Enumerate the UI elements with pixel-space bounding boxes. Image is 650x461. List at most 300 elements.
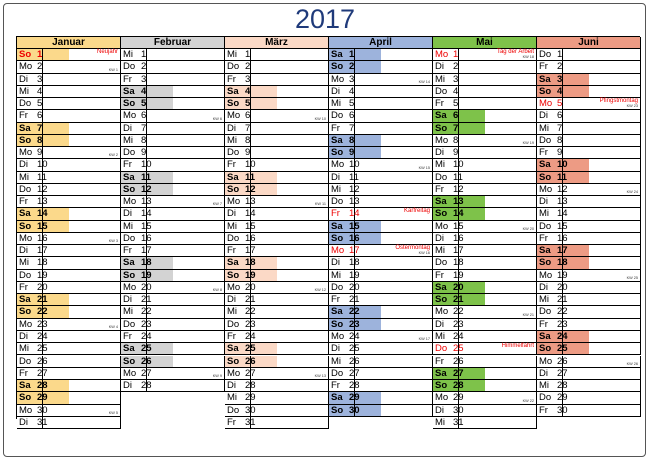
day-row[interactable] <box>17 98 121 110</box>
day-row[interactable] <box>17 306 121 318</box>
month-header: April <box>329 37 433 49</box>
day-number: 21 <box>141 294 152 306</box>
day-row[interactable] <box>17 184 121 196</box>
day-row[interactable] <box>537 110 641 122</box>
day-row[interactable] <box>121 208 225 220</box>
weekday-label: Do <box>435 171 448 183</box>
day-row[interactable] <box>537 123 641 135</box>
day-row[interactable] <box>17 356 121 368</box>
day-row[interactable] <box>121 159 225 171</box>
day-number: 30 <box>453 404 464 416</box>
day-row[interactable] <box>433 135 537 147</box>
day-row[interactable] <box>329 343 433 355</box>
weekday-label: Fr <box>539 61 548 73</box>
day-number: 3 <box>349 73 355 85</box>
day-number: 5 <box>141 98 147 110</box>
day-row[interactable] <box>537 172 641 184</box>
day-row[interactable] <box>225 86 329 98</box>
day-row[interactable] <box>17 159 121 171</box>
day-row[interactable] <box>433 233 537 245</box>
day-row[interactable] <box>225 319 329 331</box>
day-row[interactable] <box>433 306 537 318</box>
day-row[interactable] <box>17 74 121 86</box>
weekday-label: Mo <box>435 220 449 232</box>
day-row[interactable] <box>225 74 329 86</box>
day-row[interactable] <box>329 282 433 294</box>
day-row[interactable] <box>537 331 641 343</box>
day-row[interactable] <box>537 257 641 269</box>
day-row[interactable] <box>121 147 225 159</box>
weekday-label: So <box>227 355 240 367</box>
day-row[interactable] <box>225 405 329 417</box>
day-number: 21 <box>349 294 360 306</box>
day-number: 2 <box>453 61 459 73</box>
day-row[interactable] <box>121 294 225 306</box>
day-number: 13 <box>349 196 360 208</box>
day-row[interactable] <box>329 147 433 159</box>
weekday-label: Do <box>123 318 136 330</box>
day-row[interactable] <box>329 257 433 269</box>
day-row[interactable] <box>225 159 329 171</box>
day-row[interactable] <box>225 417 329 429</box>
day-number: 21 <box>453 294 464 306</box>
weekday-label: Mi <box>19 343 30 355</box>
day-row[interactable] <box>17 86 121 98</box>
day-number: 2 <box>245 61 251 73</box>
week-number: KW 26 <box>626 361 638 366</box>
month-column <box>225 37 329 428</box>
day-row[interactable] <box>433 405 537 417</box>
day-row[interactable] <box>225 184 329 196</box>
day-row[interactable] <box>433 417 537 429</box>
day-row[interactable] <box>17 49 121 61</box>
day-number: 6 <box>141 110 147 122</box>
weekday-label: Do <box>539 220 552 232</box>
day-row[interactable] <box>225 196 329 208</box>
day-row[interactable] <box>17 282 121 294</box>
weekday-label: Mo <box>227 281 241 293</box>
day-row[interactable] <box>537 356 641 368</box>
day-row[interactable] <box>433 184 537 196</box>
day-row[interactable] <box>537 368 641 380</box>
day-row[interactable] <box>329 208 433 220</box>
weekday-label: Mi <box>539 380 550 392</box>
day-row[interactable] <box>121 49 225 61</box>
day-number: 17 <box>245 245 256 257</box>
day-number: 20 <box>37 281 48 293</box>
weekday-label: Fr <box>123 330 132 342</box>
weekday-label: Di <box>435 232 444 244</box>
day-row[interactable] <box>329 245 433 257</box>
day-row[interactable] <box>537 319 641 331</box>
day-number: 6 <box>37 110 43 122</box>
weekday-label: So <box>539 85 552 97</box>
day-row[interactable] <box>329 392 433 404</box>
day-row[interactable] <box>537 294 641 306</box>
day-row[interactable] <box>537 196 641 208</box>
day-number: 23 <box>349 318 360 330</box>
day-row[interactable] <box>329 74 433 86</box>
day-row[interactable] <box>433 98 537 110</box>
day-row[interactable] <box>121 380 225 392</box>
day-number: 26 <box>245 355 256 367</box>
day-row[interactable] <box>121 343 225 355</box>
day-row[interactable] <box>225 343 329 355</box>
day-row[interactable] <box>121 86 225 98</box>
day-row[interactable] <box>433 392 537 404</box>
day-row[interactable] <box>17 147 121 159</box>
weekday-label: Fr <box>227 73 236 85</box>
day-row[interactable] <box>17 135 121 147</box>
weekday-label: Do <box>331 281 344 293</box>
day-row[interactable] <box>537 61 641 73</box>
day-row[interactable] <box>433 49 537 61</box>
day-row[interactable] <box>17 368 121 380</box>
day-number: 2 <box>141 61 147 73</box>
day-number: 29 <box>245 392 256 404</box>
day-row[interactable] <box>329 61 433 73</box>
day-row[interactable] <box>17 270 121 282</box>
weekday-label: Fr <box>123 73 132 85</box>
weekday-label: Mo <box>331 159 345 171</box>
day-row[interactable] <box>121 184 225 196</box>
day-number: 18 <box>349 257 360 269</box>
day-row[interactable] <box>537 245 641 257</box>
day-row[interactable] <box>225 221 329 233</box>
day-row[interactable] <box>537 184 641 196</box>
day-row[interactable] <box>329 135 433 147</box>
day-row[interactable] <box>17 196 121 208</box>
day-number: 7 <box>453 122 459 134</box>
day-row[interactable] <box>329 380 433 392</box>
day-row[interactable] <box>433 380 537 392</box>
day-number: 11 <box>453 171 463 183</box>
day-row[interactable] <box>225 306 329 318</box>
day-row[interactable] <box>121 172 225 184</box>
weekday-label: Mo <box>539 269 553 281</box>
month-header: Januar <box>17 37 121 49</box>
day-row[interactable] <box>225 49 329 61</box>
day-row[interactable] <box>537 282 641 294</box>
day-row[interactable] <box>537 270 641 282</box>
day-row[interactable] <box>17 61 121 73</box>
day-row[interactable] <box>17 123 121 135</box>
week-number: KW 19 <box>522 141 534 146</box>
day-row[interactable] <box>329 331 433 343</box>
day-row[interactable] <box>121 98 225 110</box>
weekday-label: Mo <box>227 367 241 379</box>
day-number: 16 <box>453 232 464 244</box>
weekend-shade <box>459 110 485 121</box>
day-row[interactable] <box>537 306 641 318</box>
weekday-label: So <box>435 380 448 392</box>
week-number: KW 3 <box>108 239 118 244</box>
weekday-label: Mi <box>19 257 30 269</box>
day-row[interactable] <box>433 270 537 282</box>
weekend-shade <box>43 123 69 134</box>
weekday-label: So <box>331 232 344 244</box>
day-row[interactable] <box>537 147 641 159</box>
weekday-label: Mi <box>227 49 238 60</box>
weekday-label: Do <box>227 318 240 330</box>
weekday-label: So <box>19 49 32 60</box>
day-row[interactable] <box>121 282 225 294</box>
weekday-label: Mi <box>435 330 446 342</box>
day-row[interactable] <box>225 368 329 380</box>
week-number: KW 13 <box>314 374 326 378</box>
weekday-label: Di <box>435 318 444 330</box>
day-row[interactable] <box>121 356 225 368</box>
day-number: 3 <box>37 73 43 85</box>
day-row[interactable] <box>225 356 329 368</box>
day-row[interactable] <box>433 343 537 355</box>
day-number: 28 <box>349 380 360 392</box>
day-row[interactable] <box>329 110 433 122</box>
day-row[interactable] <box>433 257 537 269</box>
day-row[interactable] <box>17 221 121 233</box>
day-row[interactable] <box>537 343 641 355</box>
day-row[interactable] <box>225 208 329 220</box>
day-row[interactable] <box>225 245 329 257</box>
weekday-label: Sa <box>227 171 239 183</box>
day-row[interactable] <box>17 380 121 392</box>
day-row[interactable] <box>225 380 329 392</box>
day-number: 27 <box>453 367 464 379</box>
day-number: 29 <box>453 392 464 404</box>
day-row[interactable] <box>433 196 537 208</box>
day-row[interactable] <box>537 208 641 220</box>
day-row[interactable] <box>329 270 433 282</box>
day-row[interactable] <box>225 98 329 110</box>
weekday-label: Fr <box>227 159 236 171</box>
weekday-label: So <box>123 183 136 195</box>
day-row[interactable] <box>225 61 329 73</box>
day-row[interactable] <box>433 221 537 233</box>
day-row[interactable] <box>537 221 641 233</box>
day-number: 15 <box>37 220 48 232</box>
month-header: März <box>225 37 329 49</box>
day-row[interactable] <box>225 233 329 245</box>
day-number: 23 <box>37 318 48 330</box>
day-row[interactable] <box>329 86 433 98</box>
day-row[interactable] <box>433 208 537 220</box>
day-number: 25 <box>453 343 464 355</box>
weekday-label: Sa <box>19 380 31 392</box>
weekday-label: Mi <box>331 98 342 110</box>
day-row[interactable] <box>121 257 225 269</box>
day-row[interactable] <box>121 61 225 73</box>
day-row[interactable] <box>17 245 121 257</box>
day-row[interactable] <box>433 294 537 306</box>
weekday-label: Sa <box>123 343 135 355</box>
weekday-label: Mo <box>539 355 553 367</box>
day-row[interactable] <box>329 356 433 368</box>
weekday-label: Sa <box>331 392 343 404</box>
day-row[interactable] <box>17 294 121 306</box>
week-number: KW 25 <box>626 275 638 280</box>
day-number: 21 <box>557 294 568 306</box>
day-row[interactable] <box>329 233 433 245</box>
day-row[interactable] <box>329 294 433 306</box>
day-row[interactable] <box>17 343 121 355</box>
day-row[interactable] <box>17 233 121 245</box>
day-row[interactable] <box>121 74 225 86</box>
day-number: 10 <box>37 159 48 171</box>
day-row[interactable] <box>225 294 329 306</box>
day-row[interactable] <box>121 245 225 257</box>
day-row[interactable] <box>225 270 329 282</box>
day-row[interactable] <box>121 196 225 208</box>
day-row[interactable] <box>433 319 537 331</box>
weekday-label: Sa <box>123 171 135 183</box>
day-row[interactable] <box>121 319 225 331</box>
day-row[interactable] <box>17 257 121 269</box>
day-row[interactable] <box>537 380 641 392</box>
day-row[interactable] <box>121 135 225 147</box>
day-row[interactable] <box>121 270 225 282</box>
day-row[interactable] <box>537 405 641 417</box>
weekday-label: Mo <box>19 232 33 244</box>
weekday-label: So <box>19 134 32 146</box>
day-row[interactable] <box>433 282 537 294</box>
day-row[interactable] <box>433 172 537 184</box>
day-row[interactable] <box>121 110 225 122</box>
weekday-label: Do <box>19 183 32 195</box>
day-row[interactable] <box>225 123 329 135</box>
day-row[interactable] <box>329 306 433 318</box>
day-number: 25 <box>557 343 568 355</box>
day-row[interactable] <box>537 135 641 147</box>
day-number: 7 <box>37 122 43 134</box>
day-number: 16 <box>37 232 48 244</box>
day-number: 27 <box>349 367 360 379</box>
day-row[interactable] <box>433 110 537 122</box>
day-row[interactable] <box>225 135 329 147</box>
day-row[interactable] <box>329 319 433 331</box>
day-row[interactable] <box>225 172 329 184</box>
day-number: 29 <box>349 392 360 404</box>
day-row[interactable] <box>433 61 537 73</box>
day-row[interactable] <box>121 123 225 135</box>
day-number: 31 <box>453 416 464 428</box>
holiday-label: Ostermontag <box>395 245 430 252</box>
day-row[interactable] <box>433 159 537 171</box>
day-number: 23 <box>245 318 256 330</box>
day-row[interactable] <box>17 208 121 220</box>
day-row[interactable] <box>17 405 121 417</box>
day-row[interactable] <box>17 319 121 331</box>
day-row[interactable] <box>433 74 537 86</box>
weekday-label: Mo <box>227 196 241 208</box>
day-row[interactable] <box>537 49 641 61</box>
weekday-label: Di <box>19 330 28 342</box>
weekday-label: Sa <box>435 281 447 293</box>
day-row[interactable] <box>121 233 225 245</box>
day-row[interactable] <box>329 368 433 380</box>
day-row[interactable] <box>225 110 329 122</box>
day-row[interactable] <box>329 221 433 233</box>
day-row[interactable] <box>537 86 641 98</box>
week-number: KW 15 <box>418 165 430 170</box>
day-row[interactable] <box>121 331 225 343</box>
day-number: 15 <box>141 220 152 232</box>
weekday-label: Do <box>227 61 240 73</box>
day-row[interactable] <box>225 257 329 269</box>
day-row[interactable] <box>225 392 329 404</box>
weekday-label: Sa <box>331 306 343 318</box>
day-number: 23 <box>453 318 464 330</box>
day-row[interactable] <box>329 172 433 184</box>
day-number: 13 <box>557 196 568 208</box>
month-header: Mai <box>433 37 537 49</box>
weekday-label: So <box>227 98 240 110</box>
day-row[interactable] <box>121 306 225 318</box>
day-number: 13 <box>37 196 48 208</box>
weekend-shade <box>147 98 173 109</box>
day-row[interactable] <box>121 221 225 233</box>
day-number: 19 <box>37 269 48 281</box>
day-row[interactable] <box>329 196 433 208</box>
day-number: 15 <box>349 220 360 232</box>
day-row[interactable] <box>433 147 537 159</box>
day-row[interactable] <box>17 172 121 184</box>
weekday-label: So <box>331 61 344 73</box>
day-row[interactable] <box>329 49 433 61</box>
weekday-label: So <box>435 208 448 220</box>
day-row[interactable] <box>537 74 641 86</box>
weekday-label: Do <box>331 196 344 208</box>
weekday-label: Mo <box>123 110 137 122</box>
day-row[interactable] <box>121 368 225 380</box>
weekday-label: Di <box>227 208 236 220</box>
day-number: 1 <box>557 49 563 60</box>
day-row[interactable] <box>329 123 433 135</box>
day-number: 8 <box>141 134 147 146</box>
day-row[interactable] <box>225 147 329 159</box>
day-row[interactable] <box>17 331 121 343</box>
day-row[interactable] <box>537 233 641 245</box>
day-row[interactable] <box>433 123 537 135</box>
day-number: 31 <box>245 416 256 428</box>
day-row[interactable] <box>537 392 641 404</box>
day-row[interactable] <box>17 417 121 429</box>
day-row[interactable] <box>433 356 537 368</box>
day-row[interactable] <box>225 282 329 294</box>
day-row[interactable] <box>537 159 641 171</box>
day-row[interactable] <box>225 331 329 343</box>
day-row[interactable] <box>329 159 433 171</box>
day-row[interactable] <box>17 110 121 122</box>
weekend-shade <box>355 49 381 60</box>
day-row[interactable] <box>537 98 641 110</box>
day-row[interactable] <box>433 245 537 257</box>
day-row[interactable] <box>329 98 433 110</box>
day-number: 5 <box>557 98 563 110</box>
weekday-label: Di <box>539 367 548 379</box>
day-row[interactable] <box>329 405 433 417</box>
day-number: 11 <box>557 171 568 183</box>
day-row[interactable] <box>433 331 537 343</box>
day-number: 28 <box>557 380 568 392</box>
day-number: 27 <box>37 367 48 379</box>
weekend-shade <box>459 123 485 134</box>
day-number: 17 <box>453 245 464 257</box>
weekday-label: Mo <box>331 245 345 257</box>
day-row[interactable] <box>433 368 537 380</box>
day-row[interactable] <box>17 392 121 404</box>
day-row[interactable] <box>329 184 433 196</box>
day-row[interactable] <box>433 86 537 98</box>
